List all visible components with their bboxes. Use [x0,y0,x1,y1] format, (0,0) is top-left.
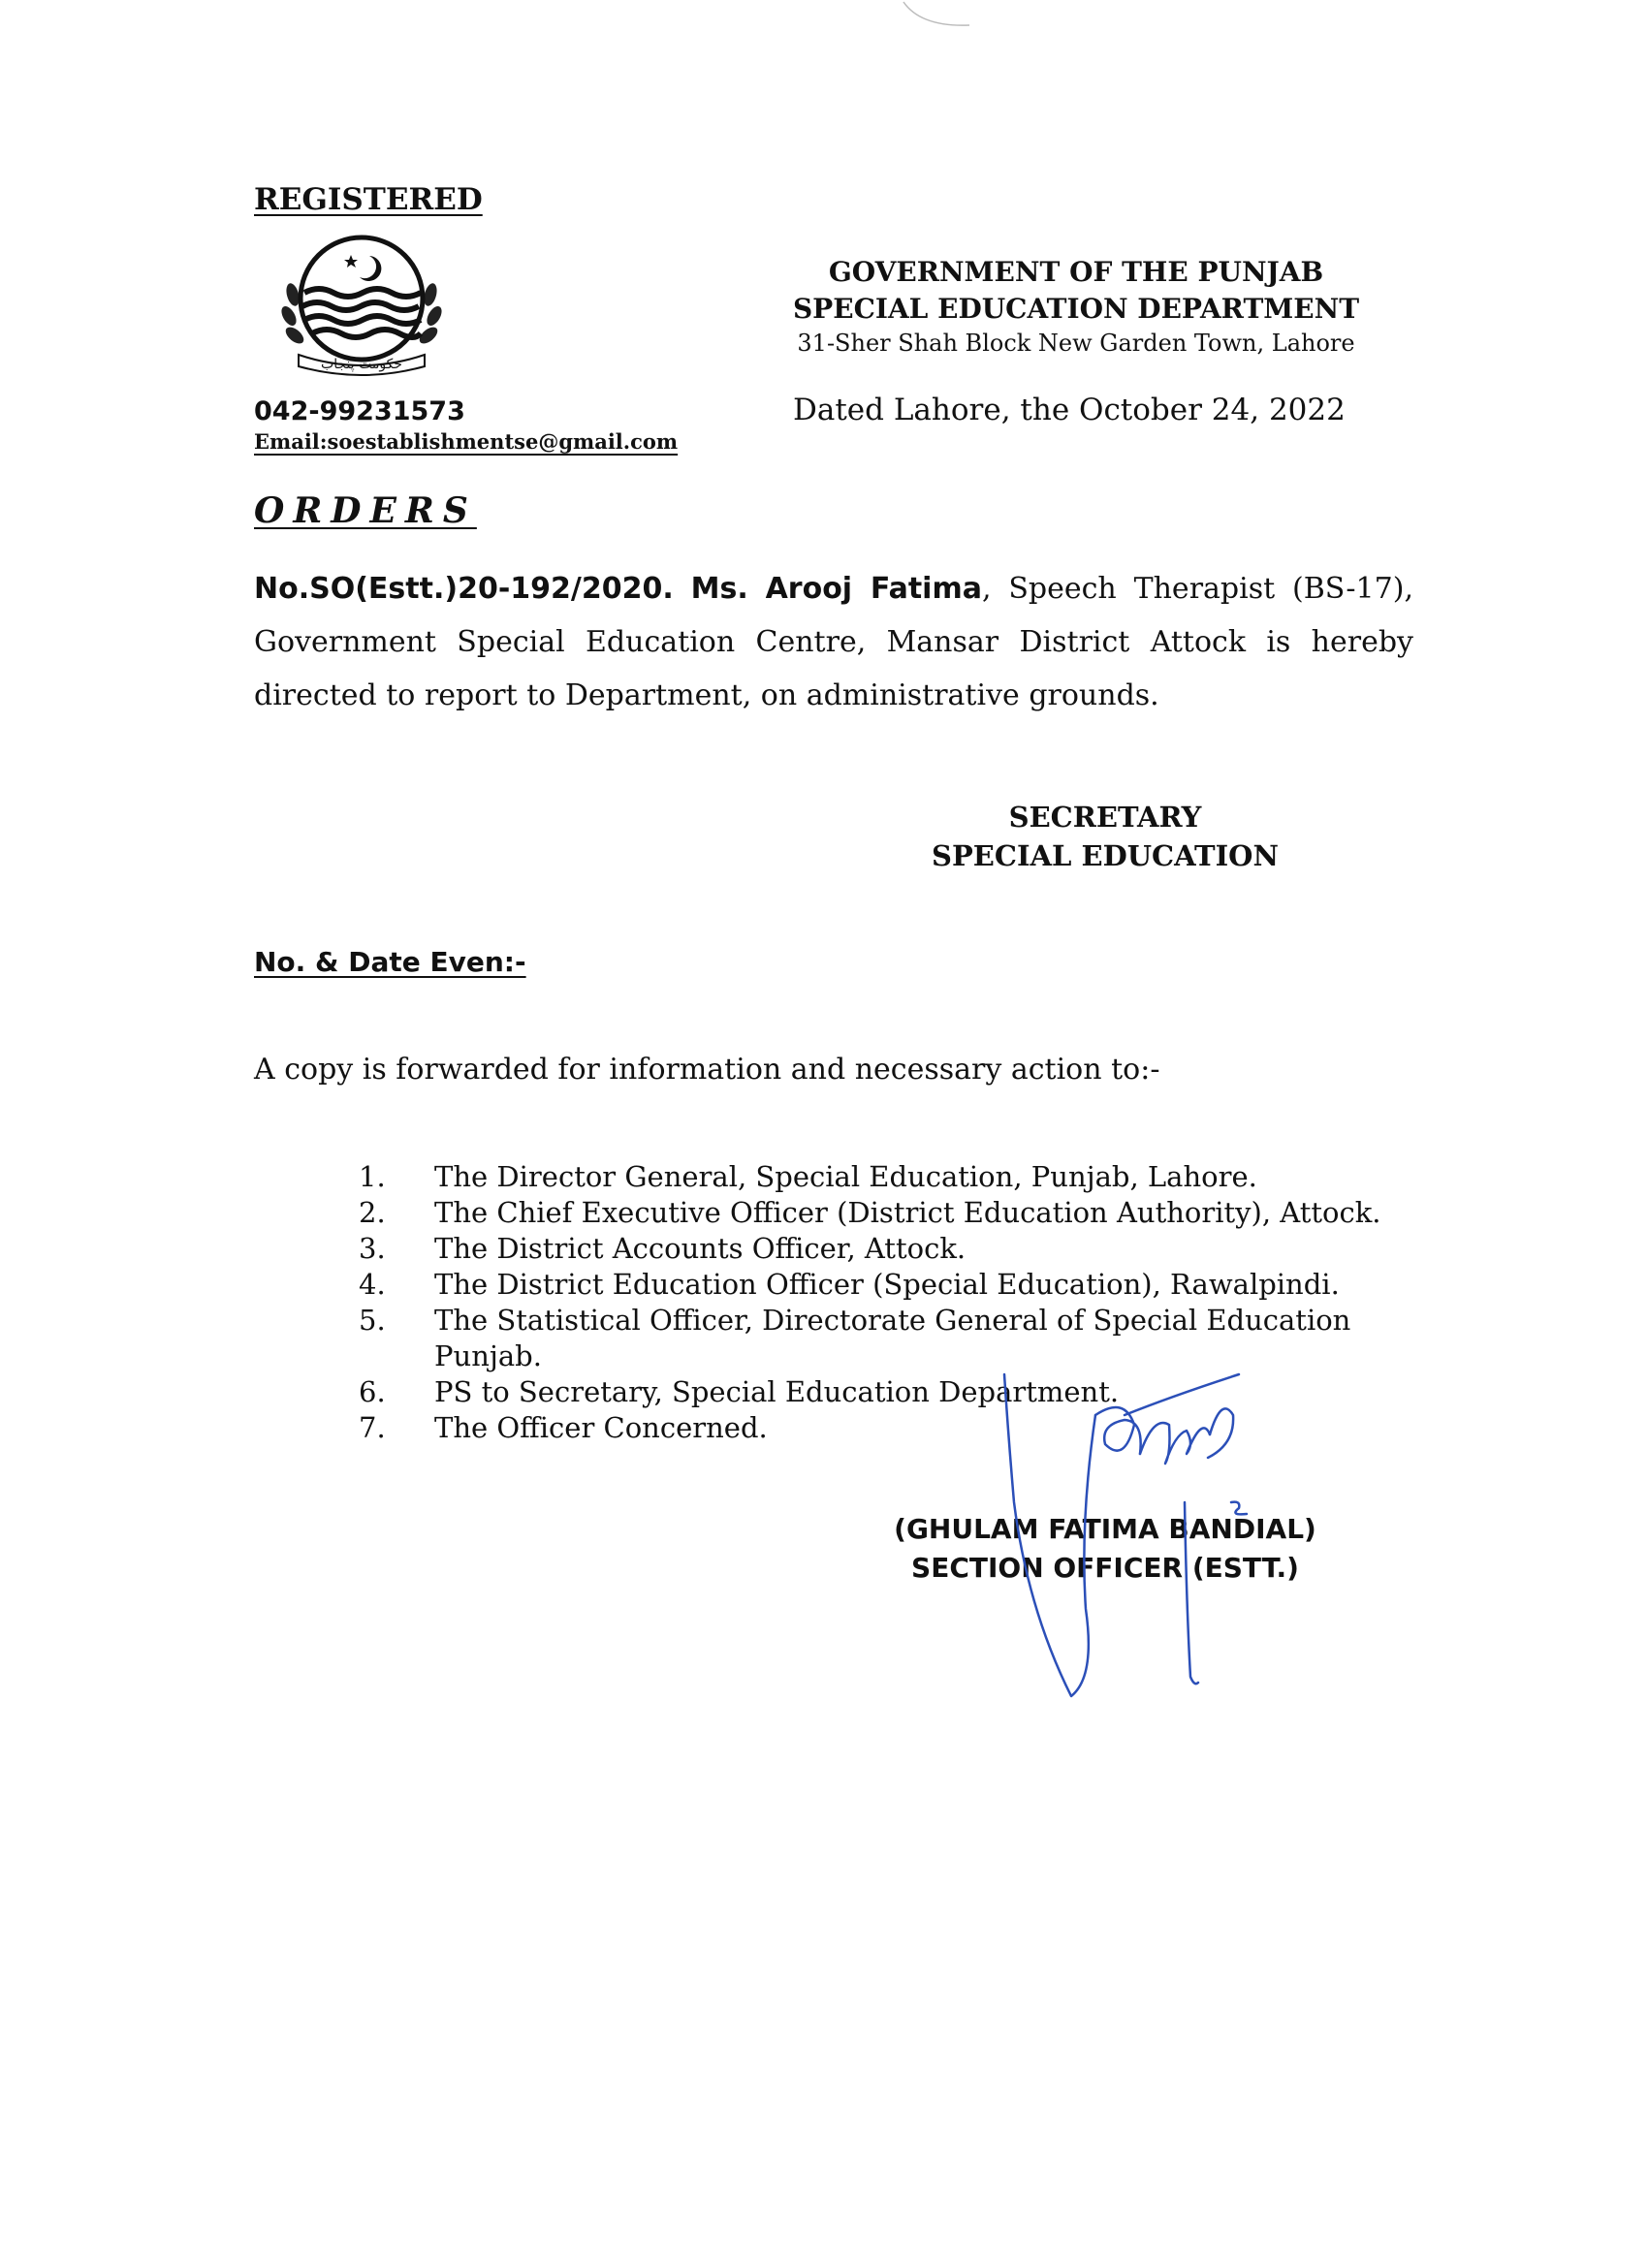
list-item: 4. The District Education Officer (Special Education), Rawalpindi. [359,1268,1340,1301]
list-item: 6. PS to Secretary, Special Education Department. [359,1375,1120,1408]
department-email: Email:soestablishmentse@gmail.com [254,429,679,454]
list-item: 7. The Officer Concerned. [359,1411,768,1444]
emblem-ribbon-text: حکومت پنجاب [321,357,402,372]
order-date: Dated Lahore, the October 24, 2022 [793,393,1346,427]
order-body [254,562,1413,722]
orders-heading: ORDERS [254,490,477,531]
employee-name: Arooj Fatima [765,572,982,606]
department-phone: 042-99231573 [254,396,465,426]
secretary-title: SECRETARY [1008,801,1202,834]
department-letterhead [737,254,1415,359]
secretary-department: SPECIAL EDUCATION [932,839,1279,872]
list-item: 3. The District Accounts Officer, Attock. [359,1232,967,1265]
punjab-emblem-logo [269,231,454,376]
scan-artifact [902,0,979,29]
list-item: 1. The Director General, Special Education, Punjab, Lahore. [359,1160,1257,1193]
list-item: 2. The Chief Executive Officer (District Education Authority), Attock. [359,1196,1381,1229]
registered-label: REGISTERED [254,182,483,217]
department-name: SPECIAL EDUCATION DEPARTMENT [792,293,1360,325]
copy-forwarded-text: A copy is forwarded for information and necessary action to:- [254,1053,1160,1087]
secretary-block [882,798,1328,875]
signatory-designation: SECTION OFFICER (ESTT.) [911,1552,1299,1584]
list-item: 5. The Statistical Officer, Directorate General of Special Education Punjab. [359,1304,1351,1372]
order-body-text: , Speech Therapist (BS-17), Government Special Education Centre, Mansar District Attock is hereby directed to report to Department, on administrative grounds. [254,572,1413,712]
handwritten-signature [979,1357,1299,1725]
no-date-even-label: No. & Date Even:- [254,946,526,978]
order-reference-number: No.SO(Estt.)20-192/2020. [254,572,674,606]
signatory-name: (GHULAM FATIMA BANDIAL) [894,1513,1316,1545]
department-address: 31-Sher Shah Block New Garden Town, Lahore [797,330,1355,357]
order-salutation: Ms. [690,572,748,606]
government-name: GOVERNMENT OF THE PUNJAB [828,256,1324,288]
